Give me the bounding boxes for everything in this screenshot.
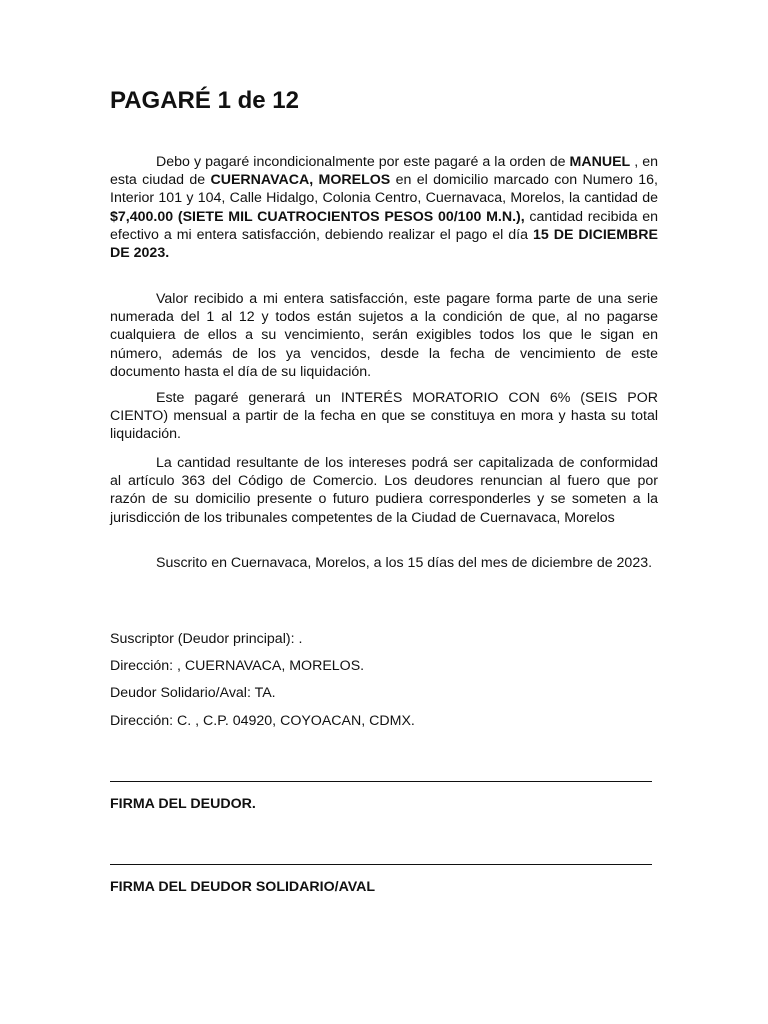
subscriber-line: Suscriptor (Deudor principal): . (110, 631, 303, 647)
interest-clause-paragraph: Este pagaré generará un INTERÉS MORATORIO CON 6% (SEIS POR CIENTO) mensual a partir de la fecha en que se constituya en mora y hasta su total liquidación. (110, 390, 658, 443)
payment-city: CUERNAVACA, MORELOS (210, 172, 391, 189)
paragraph-text: Debo y pagaré incondicionalmente por este pagaré a la orden de (156, 154, 570, 170)
amount: $7,400.00 (SIETE MIL CUATROCIENTOS PESOS 00/100 M.N.), (110, 208, 525, 225)
paragraph-text: , en esta ciudad de (110, 154, 658, 189)
jurisdiction-clause-paragraph: La cantidad resultante de los intereses podrá ser capitalizada de conformidad al artículo 363 del Código de Comercio. Los deudores renuncian al fuero que por razón de su domicilio presente o futuro pudiera corresponderles y se someten a la jurisdicción de los tribunales competentes de la Ciudad de Cuernavaca, Morelos (110, 455, 658, 526)
due-date: 15 DE DICIEMBRE DE 2023. (110, 226, 659, 262)
beneficiary-name: MANUEL (569, 154, 631, 170)
guarantor-address-line: Dirección: C. , C.P. 04920, COYOACAN, CDMX. (110, 713, 415, 729)
guarantor-signature-label: FIRMA DEL DEUDOR SOLIDARIO/AVAL (110, 879, 376, 895)
main-obligation-paragraph (110, 153, 658, 262)
signing-place-date-paragraph: Suscrito en Cuernavaca, Morelos, a los 15 días del mes de diciembre de 2023. (156, 555, 653, 571)
debtor-signature-line (110, 781, 652, 782)
debtor-signature-label: FIRMA DEL DEUDOR. (110, 796, 256, 812)
guarantor-line: Deudor Solidario/Aval: TA. (110, 685, 276, 701)
paragraph-text: en el domicilio marcado con Numero 16, Interior 101 y 104, Calle Hidalgo, Colonia Centro, Cuernavaca, Morelos, la cantidad de (110, 172, 658, 207)
document-title: PAGARÉ 1 de 12 (110, 87, 299, 114)
guarantor-signature-line (110, 864, 652, 865)
paragraph-text: cantidad recibida en efectivo a mi entera satisfacción, debiendo realizar el pago el día (110, 208, 658, 243)
series-clause-paragraph: Valor recibido a mi entera satisfacción, este pagare forma parte de una serie numerada del 1 al 12 y todos están sujetos a la condición de que, al no pagarse cualquiera de ellos a su vencimiento, serán exigibles todos los que le sigan en número, además de los ya vencidos, desde la fecha de vencimiento de este documento hasta el día de su liquidación. (110, 291, 658, 380)
subscriber-address-line: Dirección: , CUERNAVACA, MORELOS. (110, 658, 365, 674)
